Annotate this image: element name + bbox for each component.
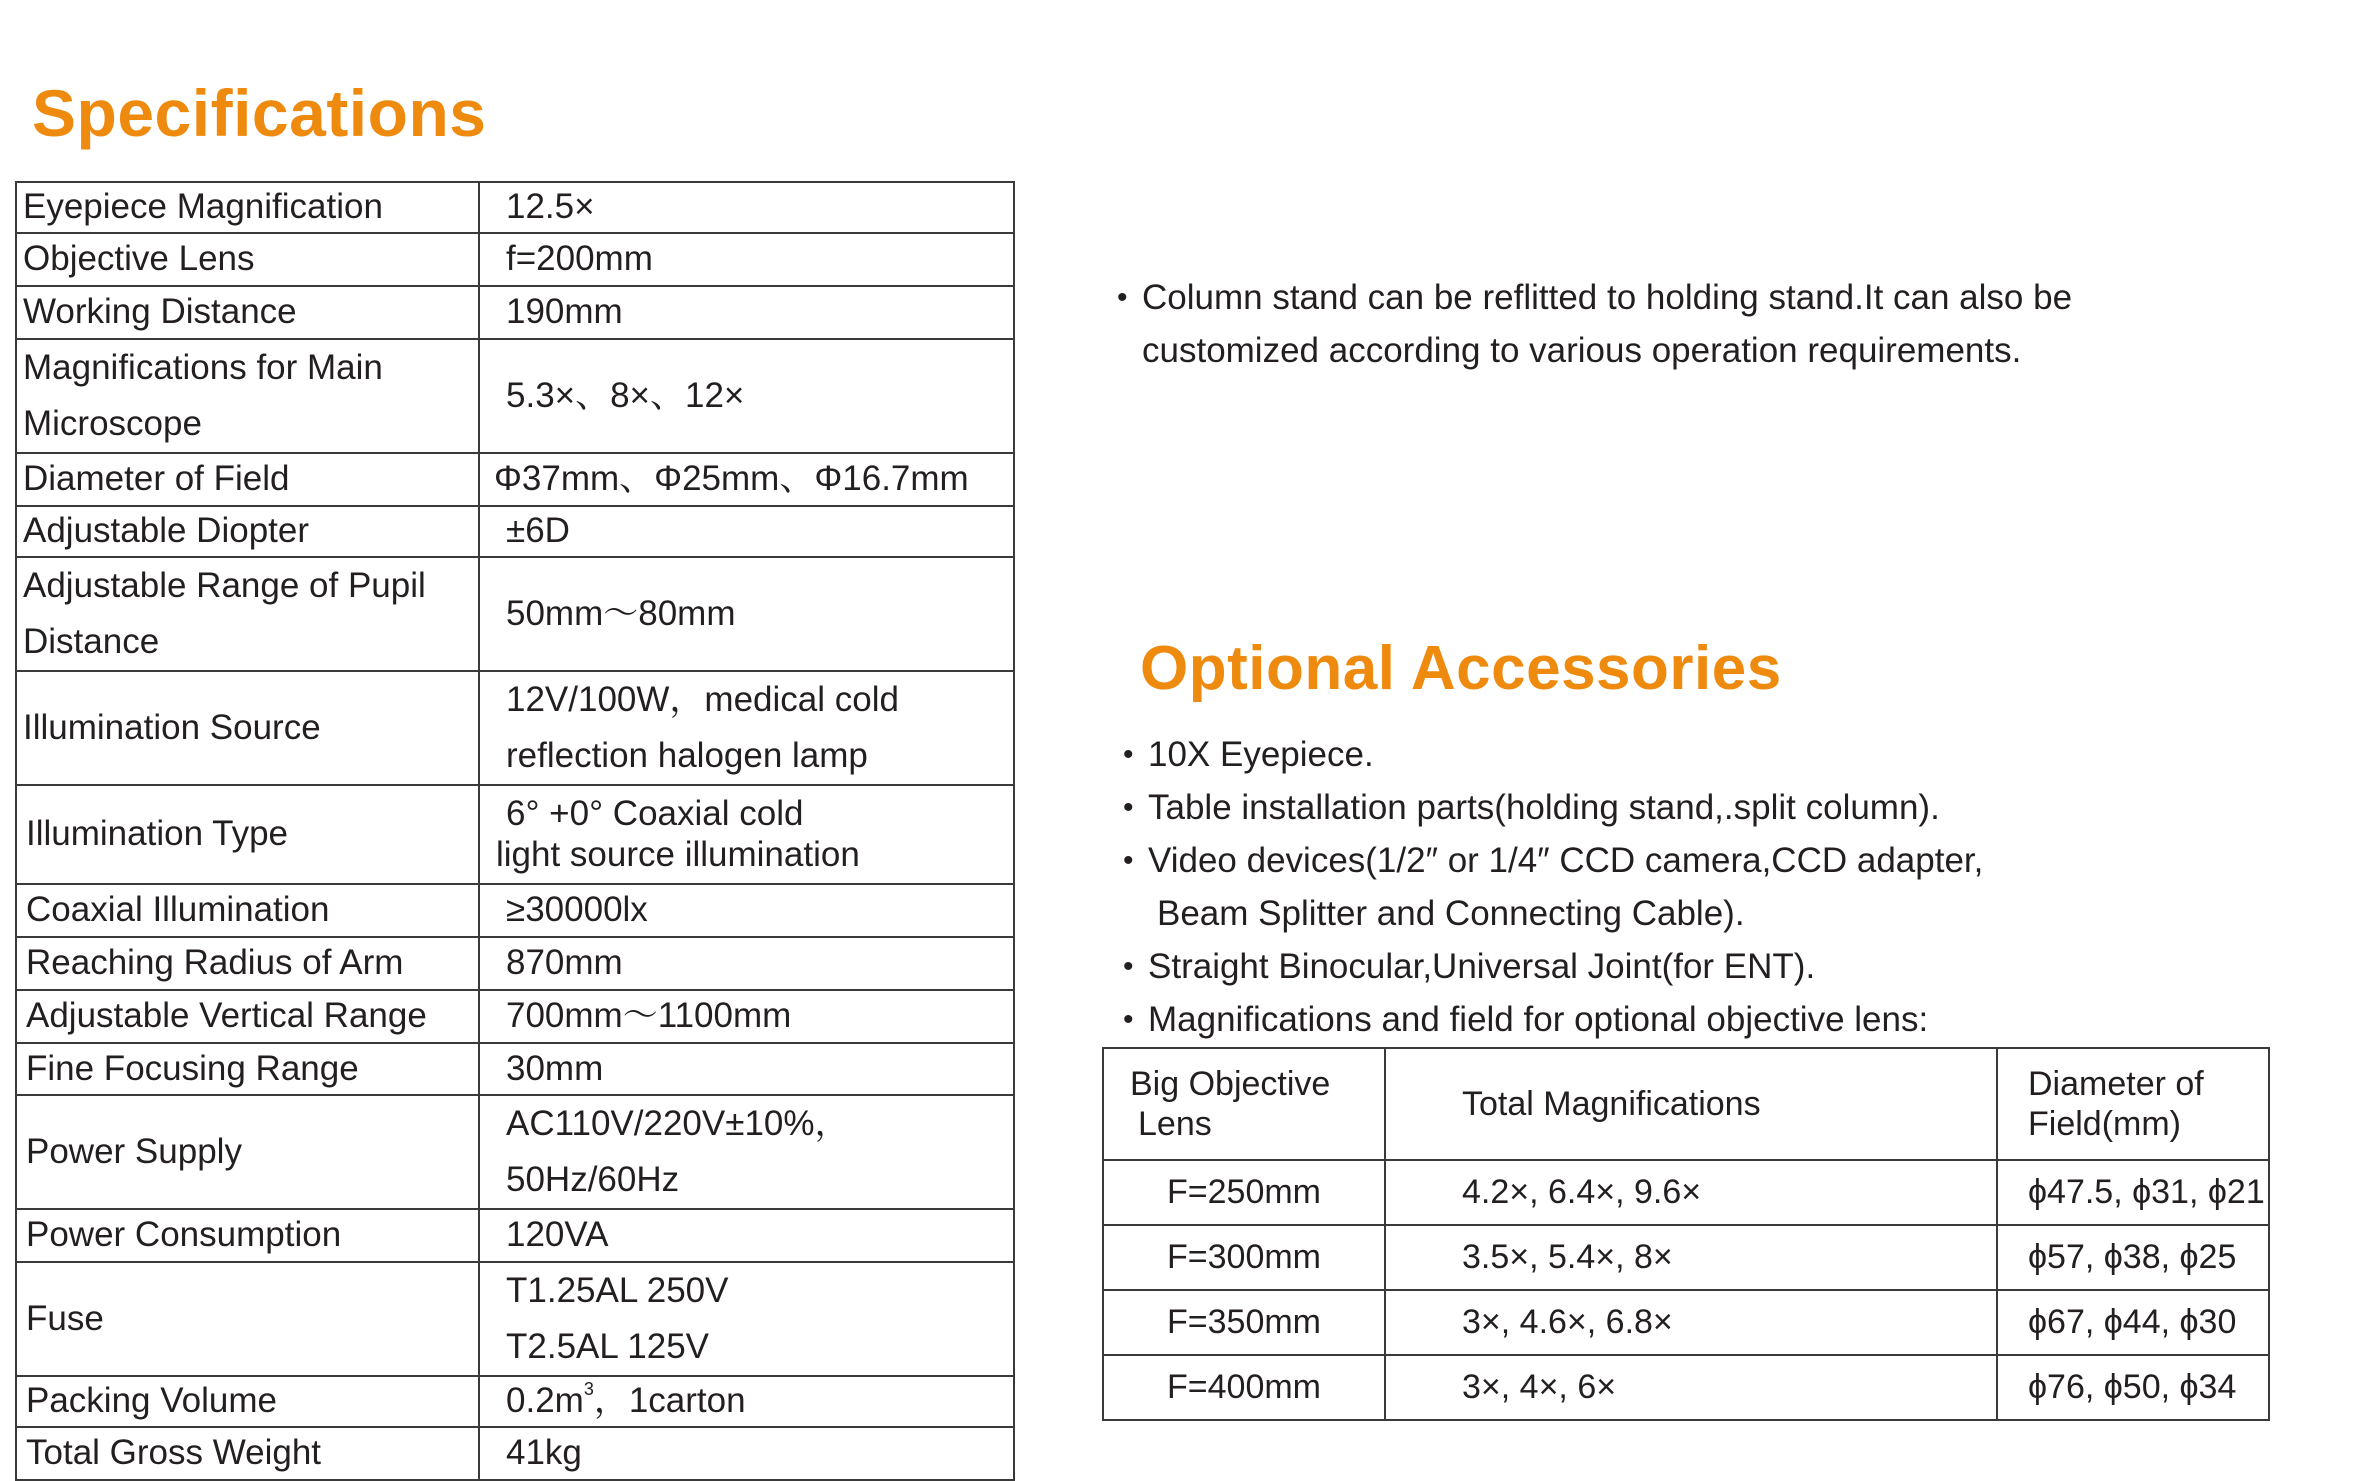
optional-accessories-title: Optional Accessories (1140, 634, 1782, 703)
spec-row (16, 506, 1014, 557)
spec-value: 870mm (479, 937, 1014, 990)
spec-label: Reaching Radius of Arm (16, 937, 479, 990)
spec-row (16, 557, 1014, 671)
table-row (1103, 1355, 2269, 1420)
accessories-list (1123, 728, 1983, 1046)
spec-label: Power Consumption (16, 1209, 479, 1262)
spec-value: 30mm (479, 1043, 1014, 1095)
objective-lens-table (1102, 1047, 2270, 1421)
stand-note-line: • Column stand can be reflitted to holding stand.It can also be (1117, 271, 2072, 324)
magnifications-cell: 3.5×, 5.4×, 8× (1385, 1225, 1997, 1290)
spec-label: Power Supply (16, 1095, 479, 1209)
spec-row (16, 1043, 1014, 1095)
list-item: • Table installation parts(holding stand,.split column). (1123, 781, 1983, 834)
spec-value: 700mm～1100mm (479, 990, 1014, 1043)
field-cell: ϕ76, ϕ50, ϕ34 (1997, 1355, 2269, 1420)
spec-label: Total Gross Weight (16, 1427, 479, 1480)
spec-label: Eyepiece Magnification (16, 182, 479, 233)
bullet-icon: • (1123, 950, 1134, 983)
magnifications-cell: 4.2×, 6.4×, 9.6× (1385, 1160, 1997, 1225)
lens-cell: F=250mm (1103, 1160, 1385, 1225)
spec-label: Adjustable Diopter (16, 506, 479, 557)
spec-row (16, 937, 1014, 990)
spec-value: 50mm～80mm (479, 557, 1014, 671)
spec-row (16, 339, 1014, 453)
spec-label: Packing Volume (16, 1376, 479, 1427)
spec-value: ≥30000lx (479, 884, 1014, 937)
spec-value: 5.3×、8×、12× (479, 339, 1014, 453)
header-diameter-of-field: Diameter of Field(mm) (1997, 1048, 2269, 1160)
header-big-objective-lens: Big Objective Lens (1103, 1048, 1385, 1160)
spec-row (16, 671, 1014, 785)
stand-note-line: customized according to various operation requirements. (1142, 331, 2022, 370)
spec-value: T1.25AL 250V T2.5AL 125V (479, 1262, 1014, 1376)
bullet-icon: • (1123, 791, 1134, 824)
spec-row (16, 1262, 1014, 1376)
spec-value: ±6D (479, 506, 1014, 557)
list-item: • 10X Eyepiece. (1123, 728, 1983, 781)
spec-row (16, 1095, 1014, 1209)
stand-note (1117, 271, 2072, 377)
spec-value: 120VA (479, 1209, 1014, 1262)
spec-row (16, 1209, 1014, 1262)
spec-value: $0.2m^3$，1carton (479, 1376, 1014, 1427)
list-item: • Straight Binocular,Universal Joint(for ENT). (1123, 940, 1983, 993)
magnifications-cell: 3×, 4.6×, 6.8× (1385, 1290, 1997, 1355)
spec-label: Magnifications for Main Microscope (16, 339, 479, 453)
bullet-icon: • (1123, 844, 1134, 877)
table-row (1103, 1225, 2269, 1290)
spec-value: AC110V/220V±10%， 50Hz/60Hz (479, 1095, 1014, 1209)
spec-label: Fuse (16, 1262, 479, 1376)
spec-row (16, 884, 1014, 937)
spec-value: 12V/100W，medical cold reflection halogen lamp (479, 671, 1014, 785)
spec-value: f=200mm (479, 233, 1014, 286)
magnifications-cell: 3×, 4×, 6× (1385, 1355, 1997, 1420)
lens-cell: F=300mm (1103, 1225, 1385, 1290)
lens-cell: F=400mm (1103, 1355, 1385, 1420)
specifications-title: Specifications (32, 76, 487, 150)
lens-cell: F=350mm (1103, 1290, 1385, 1355)
bullet-icon: • (1123, 738, 1134, 771)
spec-label: Illumination Type (16, 785, 479, 884)
spec-row (16, 1376, 1014, 1427)
spec-label: Objective Lens (16, 233, 479, 286)
list-item-continuation: Beam Splitter and Connecting Cable). (1157, 894, 1745, 933)
spec-label: Working Distance (16, 286, 479, 339)
table-row (1103, 1160, 2269, 1225)
spec-row (16, 1427, 1014, 1480)
spec-label: Fine Focusing Range (16, 1043, 479, 1095)
spec-value: 6° +0° Coaxial cold light source illumination (479, 785, 1014, 884)
field-cell: ϕ57, ϕ38, ϕ25 (1997, 1225, 2269, 1290)
field-cell: ϕ47.5, ϕ31, ϕ21 (1997, 1160, 2269, 1225)
field-cell: ϕ67, ϕ44, ϕ30 (1997, 1290, 2269, 1355)
spec-row (16, 990, 1014, 1043)
list-item: • Magnifications and field for optional objective lens: (1123, 993, 1983, 1046)
spec-label: Adjustable Vertical Range (16, 990, 479, 1043)
spec-row (16, 785, 1014, 884)
spec-value: 41kg (479, 1427, 1014, 1480)
spec-row (16, 286, 1014, 339)
spec-label: Illumination Source (16, 671, 479, 785)
header-total-magnifications: Total Magnifications (1385, 1048, 1997, 1160)
spec-label: Diameter of Field (16, 453, 479, 506)
spec-row (16, 233, 1014, 286)
bullet-icon: • (1123, 1003, 1134, 1036)
specifications-table (15, 181, 1015, 1481)
table-header-row (1103, 1048, 2269, 1160)
spec-row (16, 182, 1014, 233)
table-row (1103, 1290, 2269, 1355)
spec-row (16, 453, 1014, 506)
spec-value: 12.5× (479, 182, 1014, 233)
spec-value: Φ37mm、Φ25mm、Φ16.7mm (479, 453, 1014, 506)
bullet-icon: • (1117, 281, 1128, 314)
spec-label: Coaxial Illumination (16, 884, 479, 937)
list-item: • Video devices(1/2″ or 1/4″ CCD camera,CCD adapter, (1123, 834, 1983, 887)
spec-value: 190mm (479, 286, 1014, 339)
spec-label: Adjustable Range of Pupil Distance (16, 557, 479, 671)
